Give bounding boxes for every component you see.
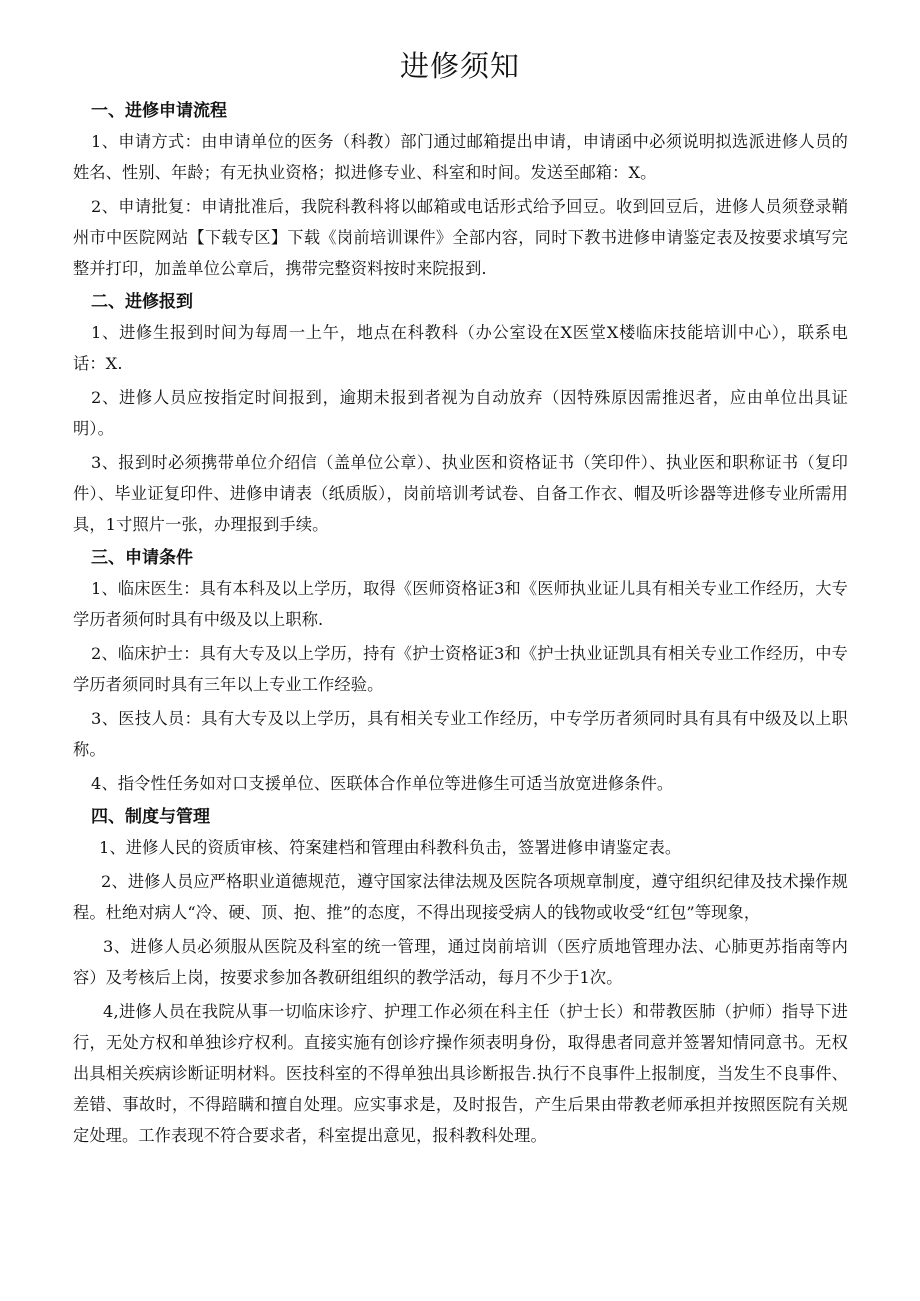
paragraph: 1、申请方式：由申请单位的医务（科教）部门通过邮箱提出申请，申请函中必须说明拟选派进修人员的姓名、性别、年龄；有无执业资格；拟进修专业、科室和时间。发送至邮箱：X。 [73, 132, 848, 182]
paragraph: 2、临床护士：具有大专及以上学历，持有《护士资格证3和《护士执业证凯具有相关专业工作经历，中专学历者须同时具有三年以上专业工作经验。 [73, 644, 848, 694]
document-title: 进修须知 [399, 49, 520, 83]
section-rules-management [73, 802, 848, 1151]
section-requirements [73, 543, 848, 799]
paragraph: 3、报到时必须携带单位介绍信（盖单位公章）、执业医和资格证书（笑印件）、执业医和职称证书（复印件）、毕业证复印件、进修申请表（纸质版），岗前培训考试卷、自备工作衣、帽及听诊器等进修专业所需用具，1寸照片一张，办理报到手续。 [73, 453, 848, 534]
section-registration [73, 287, 848, 540]
paragraph: 4,进修人员在我院从事一切临床诊疗、护理工作必须在科主任（护士长）和带教医肺（护师）指导下进行，无处方权和单独诊疗权利。直接实施有创诊疗操作须表明身份，取得患者同意并签署知情同意书。无权出具相关疾病诊断证明材料。医技科室的不得单独出具诊断报告.执行不良事件上报制度，当发生不良事件、差错、事故时，不得踣瞒和擅自处理。应实事求是，及时报告，产生后果由带教老师承担并按照医院有关规定处理。工作表现不符合要求者，科室提出意见，报科教科处理。 [73, 1002, 848, 1145]
section-heading: 一、进修申请流程 [91, 101, 227, 121]
paragraph: 4、指令性任务如对口支援单位、医联体合作单位等进修生可适当放宽进修条件。 [91, 774, 674, 793]
section-heading: 二、进修报到 [91, 292, 193, 312]
paragraph: 3、医技人员：具有大专及以上学历，具有相关专业工作经历，中专学历者须同时具有具有中级及以上职称。 [73, 709, 848, 759]
paragraph: 1、进修生报到时间为每周一上午，地点在科教科（办公室设在X医堂X楼临床技能培训中心），联系电话：X. [73, 323, 848, 373]
section-heading: 四、制度与管理 [91, 807, 210, 827]
paragraph: 2、申请批复：申请批准后，我院科教科将以邮箱或电话形式给予回豆。收到回豆后，进修人员须登录鞘州市中医院网站【下载专区】下载《岗前培训课件》全部内容，同时下教书进修申请鉴定表及按要求填写完整并打印，加盖单位公章后，携带完整资料按时来院报到. [73, 197, 848, 278]
document-body [73, 94, 848, 1154]
paragraph: 1、进修人民的资质审核、符案建档和管理由科教科负击，签署进修申请鉴定表。 [99, 838, 682, 857]
paragraph: 3、进修人员必须服从医院及科室的统一管理，通过岗前培训（医疗质地管理办法、心肺更苏指南等内容）及考核后上岗，按要求参加各教研组组织的教学活动，每月不少于1次。 [73, 937, 848, 987]
paragraph: 2、进修人员应严格职业道德规范，遵守国家法律法规及医院各项规章制度，遵守组织纪律及技术操作规程。杜绝对病人“冷、硬、顶、抱、推”的态度，不得出现接受病人的钱物或收受“红包”等现象， [73, 872, 848, 922]
paragraph: 2、进修人员应按指定时间报到，逾期未报到者视为自动放弃（因特殊原因需推迟者，应由单位出具证明）。 [73, 388, 848, 438]
section-application-process [73, 96, 848, 284]
section-heading: 三、申请条件 [91, 548, 193, 568]
paragraph: 1、临床医生：具有本科及以上学历，取得《医师资格证3和《医师执业证儿具有相关专业工作经历，大专学历者须何时具有中级及以上职称. [73, 579, 848, 629]
